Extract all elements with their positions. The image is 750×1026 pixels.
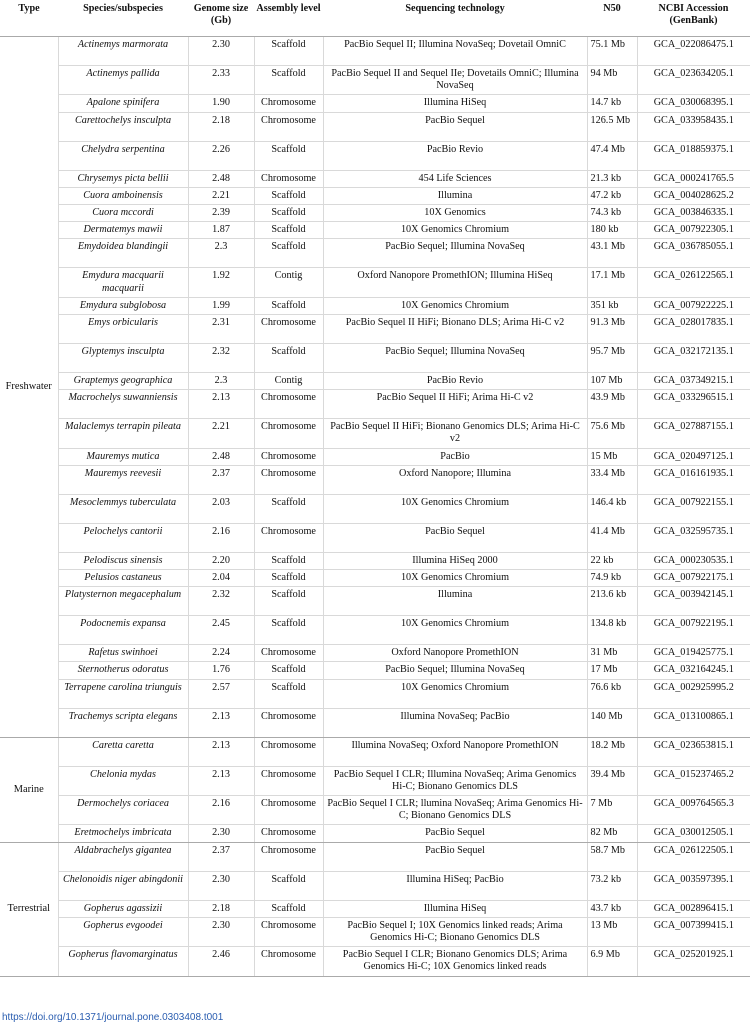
cell-n50: 15 Mb (587, 448, 637, 465)
cell-species: Actinemys marmorata (58, 37, 188, 66)
group-type-label: Terrestrial (0, 842, 58, 976)
cell-genome-size: 2.48 (188, 170, 254, 187)
cell-species: Emydura subglobosa (58, 297, 188, 314)
cell-accession: GCA_007922305.1 (637, 222, 750, 239)
cell-species: Pelochelys cantorii (58, 523, 188, 552)
cell-accession: GCA_019425775.1 (637, 645, 750, 662)
table-row (0, 170, 750, 187)
cell-n50: 47.2 kb (587, 187, 637, 204)
cell-species: Dermatemys mawii (58, 222, 188, 239)
cell-n50: 7 Mb (587, 796, 637, 825)
cell-species: Chelonia mydas (58, 766, 188, 795)
cell-sequencing-technology: Illumina NovaSeq; Oxford Nanopore PromethION (323, 737, 587, 766)
cell-species: Actinemys pallida (58, 66, 188, 95)
cell-accession: GCA_030012505.1 (637, 825, 750, 842)
cell-assembly-level: Scaffold (254, 187, 323, 204)
cell-sequencing-technology: Illumina HiSeq (323, 900, 587, 917)
cell-accession: GCA_015237465.2 (637, 766, 750, 795)
table-row (0, 112, 750, 141)
cell-accession: GCA_009764565.3 (637, 796, 750, 825)
cell-genome-size: 2.3 (188, 239, 254, 268)
cell-genome-size: 2.57 (188, 679, 254, 708)
cell-genome-size: 2.45 (188, 616, 254, 645)
cell-accession: GCA_003846335.1 (637, 205, 750, 222)
group-type-label: Freshwater (0, 37, 58, 738)
cell-species: Chrysemys picta bellii (58, 170, 188, 187)
cell-n50: 33.4 Mb (587, 465, 637, 494)
cell-assembly-level: Scaffold (254, 494, 323, 523)
cell-genome-size: 2.31 (188, 315, 254, 344)
cell-assembly-level: Chromosome (254, 947, 323, 976)
cell-sequencing-technology: 10X Genomics (323, 205, 587, 222)
cell-n50: 43.7 kb (587, 900, 637, 917)
table-row (0, 205, 750, 222)
cell-genome-size: 2.32 (188, 344, 254, 373)
cell-sequencing-technology: PacBio Sequel (323, 825, 587, 842)
cell-assembly-level: Chromosome (254, 315, 323, 344)
cell-assembly-level: Scaffold (254, 570, 323, 587)
cell-assembly-level: Chromosome (254, 390, 323, 419)
cell-assembly-level: Chromosome (254, 766, 323, 795)
cell-n50: 95.7 Mb (587, 344, 637, 373)
cell-n50: 18.2 Mb (587, 737, 637, 766)
cell-genome-size: 2.13 (188, 737, 254, 766)
table-row (0, 494, 750, 523)
cell-n50: 14.7 kb (587, 95, 637, 112)
table-row (0, 448, 750, 465)
cell-accession: GCA_023634205.1 (637, 66, 750, 95)
cell-species: Emydura macquarii macquarii (58, 268, 188, 297)
header-accession: NCBI Accession (GenBank) (637, 0, 750, 37)
cell-accession: GCA_007922175.1 (637, 570, 750, 587)
cell-sequencing-technology: Illumina (323, 187, 587, 204)
cell-assembly-level: Chromosome (254, 170, 323, 187)
cell-accession: GCA_002925995.2 (637, 679, 750, 708)
cell-sequencing-technology: 10X Genomics Chromium (323, 222, 587, 239)
table-row (0, 465, 750, 494)
cell-assembly-level: Chromosome (254, 448, 323, 465)
cell-sequencing-technology: PacBio Sequel II and Sequel IIe; Dovetails OmniC; Illumina NovaSeq (323, 66, 587, 95)
cell-assembly-level: Scaffold (254, 662, 323, 679)
cell-n50: 91.3 Mb (587, 315, 637, 344)
cell-assembly-level: Scaffold (254, 871, 323, 900)
cell-accession: GCA_013100865.1 (637, 708, 750, 737)
cell-species: Emydoidea blandingii (58, 239, 188, 268)
cell-n50: 146.4 kb (587, 494, 637, 523)
cell-accession: GCA_007922155.1 (637, 494, 750, 523)
table-row (0, 315, 750, 344)
cell-sequencing-technology: PacBio Sequel II; Illumina NovaSeq; Dovetail OmniC (323, 37, 587, 66)
cell-assembly-level: Scaffold (254, 900, 323, 917)
table-row (0, 708, 750, 737)
cell-sequencing-technology: PacBio Revio (323, 141, 587, 170)
cell-genome-size: 2.13 (188, 390, 254, 419)
cell-n50: 31 Mb (587, 645, 637, 662)
cell-species: Cuora mccordi (58, 205, 188, 222)
table-row (0, 947, 750, 976)
cell-accession: GCA_026122505.1 (637, 842, 750, 871)
cell-accession: GCA_036785055.1 (637, 239, 750, 268)
header-n50: N50 (587, 0, 637, 37)
cell-sequencing-technology: PacBio Sequel II HiFi; Arima Hi-C v2 (323, 390, 587, 419)
cell-assembly-level: Scaffold (254, 297, 323, 314)
cell-genome-size: 2.16 (188, 523, 254, 552)
cell-sequencing-technology: PacBio Sequel (323, 523, 587, 552)
cell-genome-size: 2.24 (188, 645, 254, 662)
table-row (0, 917, 750, 946)
cell-accession: GCA_033958435.1 (637, 112, 750, 141)
cell-n50: 140 Mb (587, 708, 637, 737)
cell-genome-size: 2.18 (188, 900, 254, 917)
cell-genome-size: 1.99 (188, 297, 254, 314)
cell-n50: 180 kb (587, 222, 637, 239)
cell-assembly-level: Chromosome (254, 112, 323, 141)
cell-accession: GCA_022086475.1 (637, 37, 750, 66)
cell-n50: 76.6 kb (587, 679, 637, 708)
cell-accession: GCA_003597395.1 (637, 871, 750, 900)
cell-n50: 43.1 Mb (587, 239, 637, 268)
cell-n50: 74.3 kb (587, 205, 637, 222)
table-row (0, 900, 750, 917)
cell-accession: GCA_032172135.1 (637, 344, 750, 373)
cell-genome-size: 2.16 (188, 796, 254, 825)
cell-species: Pelusios castaneus (58, 570, 188, 587)
cell-assembly-level: Scaffold (254, 66, 323, 95)
cell-species: Malaclemys terrapin pileata (58, 419, 188, 448)
cell-genome-size: 2.32 (188, 587, 254, 616)
table-row (0, 842, 750, 871)
cell-species: Dermochelys coriacea (58, 796, 188, 825)
cell-genome-size: 2.21 (188, 419, 254, 448)
cell-assembly-level: Chromosome (254, 708, 323, 737)
cell-n50: 17 Mb (587, 662, 637, 679)
cell-genome-size: 2.13 (188, 766, 254, 795)
cell-genome-size: 2.30 (188, 917, 254, 946)
header-row (0, 0, 750, 37)
cell-n50: 43.9 Mb (587, 390, 637, 419)
cell-assembly-level: Chromosome (254, 95, 323, 112)
cell-accession: GCA_037349215.1 (637, 373, 750, 390)
cell-species: Chelydra serpentina (58, 141, 188, 170)
cell-accession: GCA_000241765.5 (637, 170, 750, 187)
cell-assembly-level: Chromosome (254, 796, 323, 825)
cell-n50: 17.1 Mb (587, 268, 637, 297)
cell-species: Mauremys mutica (58, 448, 188, 465)
table-row (0, 66, 750, 95)
cell-assembly-level: Chromosome (254, 419, 323, 448)
cell-n50: 22 kb (587, 552, 637, 569)
table-row (0, 766, 750, 795)
cell-genome-size: 1.90 (188, 95, 254, 112)
cell-sequencing-technology: PacBio (323, 448, 587, 465)
cell-n50: 6.9 Mb (587, 947, 637, 976)
cell-sequencing-technology: 10X Genomics Chromium (323, 679, 587, 708)
cell-genome-size: 2.3 (188, 373, 254, 390)
cell-genome-size: 2.30 (188, 825, 254, 842)
table-row (0, 523, 750, 552)
cell-species: Trachemys scripta elegans (58, 708, 188, 737)
cell-genome-size: 2.48 (188, 448, 254, 465)
cell-species: Platysternon megacephalum (58, 587, 188, 616)
cell-genome-size: 2.46 (188, 947, 254, 976)
cell-species: Glyptemys insculpta (58, 344, 188, 373)
cell-accession: GCA_030068395.1 (637, 95, 750, 112)
cell-sequencing-technology: Illumina HiSeq; PacBio (323, 871, 587, 900)
cell-sequencing-technology: PacBio Sequel II HiFi; Bionano DLS; Arima Hi-C v2 (323, 315, 587, 344)
cell-assembly-level: Scaffold (254, 37, 323, 66)
cell-sequencing-technology: PacBio Sequel II HiFi; Bionano Genomics DLS; Arima Hi-C v2 (323, 419, 587, 448)
cell-assembly-level: Scaffold (254, 141, 323, 170)
cell-species: Rafetus swinhoei (58, 645, 188, 662)
cell-n50: 58.7 Mb (587, 842, 637, 871)
cell-n50: 47.4 Mb (587, 141, 637, 170)
cell-sequencing-technology: Illumina (323, 587, 587, 616)
cell-n50: 75.6 Mb (587, 419, 637, 448)
cell-species: Gopherus evgoodei (58, 917, 188, 946)
cell-species: Apalone spinifera (58, 95, 188, 112)
cell-n50: 13 Mb (587, 917, 637, 946)
cell-assembly-level: Chromosome (254, 737, 323, 766)
cell-genome-size: 2.33 (188, 66, 254, 95)
cell-sequencing-technology: 10X Genomics Chromium (323, 494, 587, 523)
cell-assembly-level: Scaffold (254, 552, 323, 569)
cell-species: Gopherus agassizii (58, 900, 188, 917)
table-row (0, 662, 750, 679)
cell-genome-size: 2.04 (188, 570, 254, 587)
cell-accession: GCA_032595735.1 (637, 523, 750, 552)
table-row (0, 222, 750, 239)
cell-n50: 75.1 Mb (587, 37, 637, 66)
cell-sequencing-technology: Oxford Nanopore PromethION; Illumina HiSeq (323, 268, 587, 297)
cell-sequencing-technology: Oxford Nanopore; Illumina (323, 465, 587, 494)
cell-species: Podocnemis expansa (58, 616, 188, 645)
cell-sequencing-technology: 10X Genomics Chromium (323, 616, 587, 645)
table-row (0, 679, 750, 708)
table-row (0, 268, 750, 297)
cell-assembly-level: Chromosome (254, 917, 323, 946)
cell-sequencing-technology: PacBio Sequel; Illumina NovaSeq (323, 344, 587, 373)
cell-n50: 41.4 Mb (587, 523, 637, 552)
cell-assembly-level: Scaffold (254, 344, 323, 373)
cell-assembly-level: Scaffold (254, 616, 323, 645)
cell-accession: GCA_025201925.1 (637, 947, 750, 976)
table-row (0, 570, 750, 587)
cell-genome-size: 2.26 (188, 141, 254, 170)
table-row (0, 373, 750, 390)
table-row (0, 587, 750, 616)
cell-assembly-level: Scaffold (254, 239, 323, 268)
cell-n50: 213.6 kb (587, 587, 637, 616)
cell-species: Emys orbicularis (58, 315, 188, 344)
cell-assembly-level: Scaffold (254, 205, 323, 222)
cell-accession: GCA_016161935.1 (637, 465, 750, 494)
cell-sequencing-technology: Illumina HiSeq (323, 95, 587, 112)
cell-sequencing-technology: PacBio Sequel I; 10X Genomics linked reads; Arima Genomics Hi-C; Bionano Genomics DLS (323, 917, 587, 946)
cell-n50: 82 Mb (587, 825, 637, 842)
cell-accession: GCA_004028625.2 (637, 187, 750, 204)
cell-accession: GCA_033296515.1 (637, 390, 750, 419)
cell-assembly-level: Chromosome (254, 825, 323, 842)
cell-accession: GCA_020497125.1 (637, 448, 750, 465)
cell-genome-size: 2.37 (188, 842, 254, 871)
cell-sequencing-technology: Oxford Nanopore PromethION (323, 645, 587, 662)
table-row (0, 239, 750, 268)
header-assembly-level: Assembly level (254, 0, 323, 37)
cell-accession: GCA_007399415.1 (637, 917, 750, 946)
cell-assembly-level: Contig (254, 268, 323, 297)
cell-sequencing-technology: PacBio Sequel I CLR; Illumina NovaSeq; Arima Genomics Hi-C; Bionano Genomics DLS (323, 766, 587, 795)
cell-species: Cuora amboinensis (58, 187, 188, 204)
cell-accession: GCA_028017835.1 (637, 315, 750, 344)
cell-sequencing-technology: PacBio Sequel I CLR; Bionano Genomics DLS; Arima Genomics Hi-C; 10X Genomics linked reads (323, 947, 587, 976)
cell-accession: GCA_007922225.1 (637, 297, 750, 314)
cell-sequencing-technology: PacBio Sequel; Illumina NovaSeq (323, 239, 587, 268)
cell-sequencing-technology: PacBio Sequel; Illumina NovaSeq (323, 662, 587, 679)
cell-accession: GCA_032164245.1 (637, 662, 750, 679)
doi-link[interactable]: https://doi.org/10.1371/journal.pone.0303408.t001 (2, 1012, 224, 1023)
cell-genome-size: 2.21 (188, 187, 254, 204)
table-row (0, 737, 750, 766)
cell-species: Aldabrachelys gigantea (58, 842, 188, 871)
cell-accession: GCA_018859375.1 (637, 141, 750, 170)
table-row (0, 187, 750, 204)
cell-genome-size: 2.20 (188, 552, 254, 569)
table-row (0, 419, 750, 448)
header-species: Species/subspecies (58, 0, 188, 37)
table-row (0, 645, 750, 662)
cell-genome-size: 2.39 (188, 205, 254, 222)
table-row (0, 796, 750, 825)
table-row (0, 141, 750, 170)
cell-sequencing-technology: PacBio Sequel (323, 112, 587, 141)
header-sequencing-technology: Sequencing technology (323, 0, 587, 37)
cell-n50: 126.5 Mb (587, 112, 637, 141)
cell-assembly-level: Contig (254, 373, 323, 390)
cell-genome-size: 2.37 (188, 465, 254, 494)
cell-species: Caretta caretta (58, 737, 188, 766)
cell-sequencing-technology: PacBio Sequel (323, 842, 587, 871)
header-genome-size: Genome size (Gb) (188, 0, 254, 37)
table-row (0, 95, 750, 112)
cell-assembly-level: Scaffold (254, 222, 323, 239)
cell-accession: GCA_000230535.1 (637, 552, 750, 569)
group-type-label: Marine (0, 737, 58, 842)
cell-species: Mauremys reevesii (58, 465, 188, 494)
cell-accession: GCA_026122565.1 (637, 268, 750, 297)
cell-accession: GCA_027887155.1 (637, 419, 750, 448)
cell-genome-size: 2.30 (188, 37, 254, 66)
table-row (0, 344, 750, 373)
cell-genome-size: 1.92 (188, 268, 254, 297)
cell-accession: GCA_023653815.1 (637, 737, 750, 766)
cell-genome-size: 1.87 (188, 222, 254, 239)
cell-genome-size: 1.76 (188, 662, 254, 679)
cell-assembly-level: Scaffold (254, 587, 323, 616)
cell-n50: 21.3 kb (587, 170, 637, 187)
cell-n50: 351 kb (587, 297, 637, 314)
header-type: Type (0, 0, 58, 37)
cell-n50: 107 Mb (587, 373, 637, 390)
cell-genome-size: 2.30 (188, 871, 254, 900)
table-row (0, 871, 750, 900)
cell-species: Terrapene carolina triunguis (58, 679, 188, 708)
cell-assembly-level: Chromosome (254, 842, 323, 871)
cell-sequencing-technology: 454 Life Sciences (323, 170, 587, 187)
cell-species: Sternotherus odoratus (58, 662, 188, 679)
cell-sequencing-technology: 10X Genomics Chromium (323, 297, 587, 314)
cell-assembly-level: Chromosome (254, 523, 323, 552)
cell-species: Macrochelys suwanniensis (58, 390, 188, 419)
cell-assembly-level: Chromosome (254, 645, 323, 662)
cell-species: Chelonoidis niger abingdonii (58, 871, 188, 900)
cell-species: Graptemys geographica (58, 373, 188, 390)
cell-sequencing-technology: 10X Genomics Chromium (323, 570, 587, 587)
table-row (0, 297, 750, 314)
cell-n50: 94 Mb (587, 66, 637, 95)
table-row (0, 552, 750, 569)
cell-assembly-level: Chromosome (254, 465, 323, 494)
cell-n50: 74.9 kb (587, 570, 637, 587)
cell-species: Pelodiscus sinensis (58, 552, 188, 569)
table-row (0, 616, 750, 645)
cell-accession: GCA_003942145.1 (637, 587, 750, 616)
cell-n50: 39.4 Mb (587, 766, 637, 795)
cell-genome-size: 2.18 (188, 112, 254, 141)
cell-accession: GCA_007922195.1 (637, 616, 750, 645)
cell-species: Gopherus flavomarginatus (58, 947, 188, 976)
table-row (0, 825, 750, 842)
cell-species: Carettochelys insculpta (58, 112, 188, 141)
cell-species: Mesoclemmys tuberculata (58, 494, 188, 523)
cell-sequencing-technology: Illumina NovaSeq; PacBio (323, 708, 587, 737)
cell-sequencing-technology: PacBio Sequel I CLR; llumina NovaSeq; Arima Genomics Hi-C; Bionano Genomics DLS (323, 796, 587, 825)
table-row (0, 37, 750, 66)
cell-accession: GCA_002896415.1 (637, 900, 750, 917)
cell-n50: 134.8 kb (587, 616, 637, 645)
cell-species: Eretmochelys imbricata (58, 825, 188, 842)
cell-genome-size: 2.03 (188, 494, 254, 523)
table-row (0, 390, 750, 419)
cell-sequencing-technology: Illumina HiSeq 2000 (323, 552, 587, 569)
cell-n50: 73.2 kb (587, 871, 637, 900)
cell-sequencing-technology: PacBio Revio (323, 373, 587, 390)
cell-genome-size: 2.13 (188, 708, 254, 737)
cell-assembly-level: Scaffold (254, 679, 323, 708)
